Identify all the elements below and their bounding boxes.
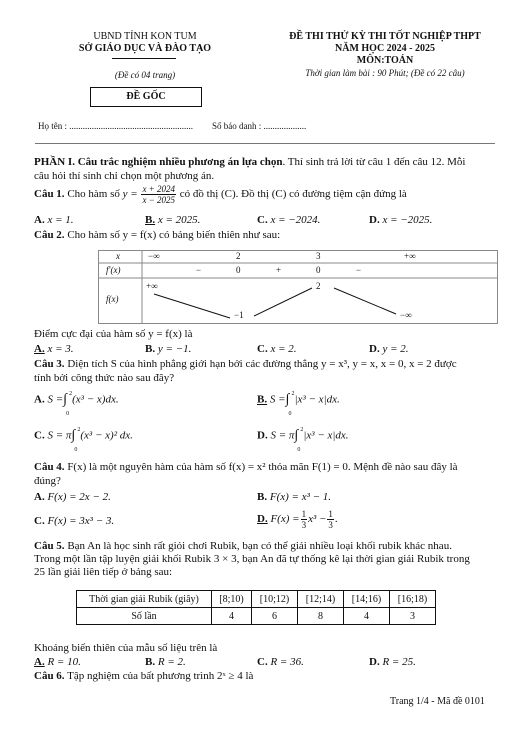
q5-c-text: R = 36. <box>270 656 304 668</box>
q4-text1: F(x) là một nguyên hàm của hàm số f(x) = x² thỏa mãn F(1) = 0. Mệnh đề nào sau đây là <box>67 461 458 473</box>
q2-label: Câu 2. <box>34 229 65 241</box>
q3-a-label: A. <box>34 393 45 406</box>
q3-d-body: |x³ − x|dx. <box>303 429 349 442</box>
q2-text: Cho hàm số y = f(x) có bảng biến thiên như sau: <box>67 229 281 241</box>
vt-fp: f′(x) <box>106 265 121 275</box>
q3-b-lo: 0 <box>288 411 292 417</box>
q5-c-label: C. <box>257 656 268 668</box>
q4-stem-1 <box>34 461 458 473</box>
q3-b-label: B. <box>257 393 268 406</box>
vt-bottom-right: −∞ <box>400 310 412 320</box>
q4-d-d1: 3 <box>301 520 307 530</box>
q3-a-lo: 0 <box>66 411 70 417</box>
student-name: Họ tên : ....................................................... <box>38 121 193 131</box>
q1-option-d <box>369 214 432 226</box>
q3-c-pre: S = π <box>47 429 72 442</box>
q1-c-text: x = −2024. <box>270 214 321 226</box>
table-cell: Số lần <box>77 608 212 625</box>
q5-stem-1 <box>34 540 452 552</box>
variation-table-svg <box>98 250 498 324</box>
q5-option-d <box>369 656 416 668</box>
q5-option-c <box>257 656 304 668</box>
header-left-1: UBND TỈNH KON TUM <box>93 31 197 42</box>
q1-option-b <box>145 214 200 226</box>
q4-c-label: C. <box>34 515 45 527</box>
vt-s0: − <box>196 265 202 275</box>
q4-option-d <box>257 509 338 530</box>
integral-c: ∫ 2 0 <box>71 429 80 443</box>
q6-stem <box>34 670 253 682</box>
q4-a-text: F(x) = 2x − 2. <box>47 491 111 503</box>
header-right-2: NĂM HỌC 2024 - 2025 <box>335 43 435 54</box>
q3-c-lo: 0 <box>74 447 78 453</box>
q4-d-n1: 1 <box>301 509 307 519</box>
q5-label: Câu 5. <box>34 540 65 552</box>
q4-stem-2: đúng? <box>34 475 61 487</box>
integral-a: ∫ 2 0 <box>63 393 72 407</box>
q5-a-label: A. <box>34 656 45 668</box>
q4-d-frac2 <box>327 509 334 530</box>
q5-a-text: R = 10. <box>47 656 81 668</box>
q3-c-hi: 2 <box>77 427 81 433</box>
header-left-2: SỞ GIÁO DỤC VÀ ĐÀO TẠO <box>78 43 212 54</box>
q5-stem-2: Trong một lần tập luyện giải khối Rubik 3 × 3, bạn An đã tự thống kê lại thời gian giải Rubik trong <box>34 553 470 565</box>
q3-b-body: |x³ − x|dx. <box>294 393 340 406</box>
part1-title: PHẦN I. Câu trắc nghiệm nhiều phương án lựa chọn <box>34 156 283 168</box>
part1-line1 <box>34 156 465 168</box>
table-cell: 4 <box>344 608 390 625</box>
q5-d-label: D. <box>369 656 380 668</box>
q2-prompt: Điểm cực đại của hàm số y = f(x) là <box>34 328 193 340</box>
q4-c-text: F(x) = 3x³ − 3. <box>47 515 115 527</box>
q2-option-a <box>34 343 74 355</box>
q1-label: Câu 1. <box>34 188 65 201</box>
header-right-4: Thời gian làm bài : 90 Phút; (Đề có 22 câu) <box>305 68 465 78</box>
q1-d-label: D. <box>369 214 380 226</box>
q3-b-pre: S = <box>269 393 286 406</box>
q1-text1: Cho hàm số <box>67 188 120 201</box>
q5-text1: Bạn An là học sinh rất giỏi chơi Rubik, bạn có thể giải nhiều loại khối rubik khác nhau. <box>67 540 452 552</box>
q2-a-label: A. <box>34 343 45 355</box>
q1-option-c <box>257 214 320 226</box>
header-pages: (Đề có 04 trang) <box>114 70 176 80</box>
q3-stem-2: tính bởi công thức nào sau đây? <box>34 372 175 384</box>
vt-x3: +∞ <box>404 251 416 261</box>
q4-option-a <box>34 491 111 503</box>
q3-option-c <box>34 427 133 453</box>
q3-stem-1 <box>34 358 457 370</box>
q4-d-pre: F(x) = <box>270 513 300 526</box>
q1-den: x − 2025 <box>142 195 176 205</box>
vt-s3: 0 <box>316 265 321 275</box>
page-footer: Trang 1/4 - Mã đề 0101 <box>390 696 485 707</box>
q3-d-lo: 0 <box>297 447 301 453</box>
table-cell: [16;18) <box>390 591 436 608</box>
q5-option-a <box>34 656 81 668</box>
vt-f: f(x) <box>106 294 119 304</box>
q2-d-text: y = 2. <box>382 343 409 355</box>
vt-x1: 2 <box>236 251 241 261</box>
vt-top-mid: 2 <box>316 281 321 291</box>
q2-b-label: B. <box>145 343 156 355</box>
vt-bottom-mid: −1 <box>234 310 244 320</box>
q3-a-pre: S = <box>47 393 64 406</box>
q2-option-b <box>145 343 191 355</box>
q2-stem <box>34 229 280 241</box>
q3-label: Câu 3. <box>34 358 65 370</box>
q3-option-b <box>257 391 340 417</box>
q2-a-text: x = 3. <box>47 343 74 355</box>
part1-intro1: . Thí sinh trả lời từ câu 1 đến câu 12. Mỗi <box>282 156 466 168</box>
table-cell: 8 <box>298 608 344 625</box>
q3-d-pre: S = π <box>270 429 295 442</box>
variation-table <box>98 250 498 324</box>
q2-option-c <box>257 343 297 355</box>
q5-stem-3: 25 lần giải liên tiếp ở bảng sau: <box>34 566 173 578</box>
integral-b: ∫ 2 0 <box>286 393 295 407</box>
q5-d-text: R = 25. <box>382 656 416 668</box>
header-box: ĐỀ GỐC <box>90 87 202 107</box>
q3-a-body: (x³ − x)dx. <box>72 393 119 406</box>
q1-c-label: C. <box>257 214 268 226</box>
table-cell: 4 <box>212 608 252 625</box>
vt-x2: 3 <box>316 251 321 261</box>
q4-d-end: . <box>334 513 338 526</box>
q5-prompt: Khoảng biến thiên của mẫu số liệu trên là <box>34 642 218 654</box>
q4-d-n2: 1 <box>328 509 333 519</box>
q2-c-text: x = 2. <box>270 343 297 355</box>
vt-x0: −∞ <box>148 251 160 261</box>
q4-d-frac1 <box>301 509 308 530</box>
header-right-1: ĐỀ THI THỬ KỲ THI TỐT NGHIỆP THPT <box>289 31 481 42</box>
q1-stem <box>34 184 407 205</box>
q3-b-hi: 2 <box>291 391 295 397</box>
q5-option-b <box>145 656 186 668</box>
q1-d-text: x = −2025. <box>382 214 433 226</box>
table-cell: 3 <box>390 608 436 625</box>
vt-x: x <box>116 251 120 261</box>
separator <box>35 143 495 144</box>
q5-b-text: R = 2. <box>157 656 186 668</box>
integral-d: ∫ 2 0 <box>294 429 303 443</box>
q1-a-label: A. <box>34 214 45 226</box>
q1-a-text: x = 1. <box>47 214 74 226</box>
vt-s1: 0 <box>236 265 241 275</box>
student-sbd: Số báo danh : ................... <box>212 121 307 131</box>
q4-d-label: D. <box>257 513 268 526</box>
q3-option-a <box>34 391 119 417</box>
q3-option-d <box>257 427 349 453</box>
q2-b-text: y = −1. <box>157 343 192 355</box>
q3-d-label: D. <box>257 429 268 442</box>
table-cell: [14;16) <box>344 591 390 608</box>
q6-label: Câu 6. <box>34 670 65 682</box>
q2-d-label: D. <box>369 343 380 355</box>
q1-fraction <box>141 184 176 205</box>
vt-top-left: +∞ <box>146 281 158 291</box>
q3-a-hi: 2 <box>69 391 73 397</box>
table-row <box>77 591 436 608</box>
q4-b-text: F(x) = x³ − 1. <box>269 491 332 503</box>
q1-num: x + 2024 <box>142 184 176 194</box>
q3-c-label: C. <box>34 429 45 442</box>
q4-a-label: A. <box>34 491 45 503</box>
q1-option-a <box>34 214 74 226</box>
table-cell: [12;14) <box>298 591 344 608</box>
part1-intro2: câu hỏi thí sinh chỉ chọn một phương án. <box>34 170 215 182</box>
q4-option-b <box>257 491 331 503</box>
q4-d-d2: 3 <box>328 520 333 530</box>
q4-b-label: B. <box>257 491 268 503</box>
table-row <box>77 608 436 625</box>
table-cell: 6 <box>252 608 298 625</box>
q6-text: Tập nghiệm của bất phương trình 2ˣ ≥ 4 là <box>67 670 254 682</box>
vt-s2: + <box>276 265 282 275</box>
header-right-3: MÔN:TOÁN <box>356 55 414 66</box>
q1-b-label: B. <box>145 214 156 226</box>
q2-option-d <box>369 343 409 355</box>
q5-b-label: B. <box>145 656 156 668</box>
table-cell: [8;10) <box>212 591 252 608</box>
q3-text1: Diện tích S của hình phẳng giới hạn bởi các đường thẳng y = x³, y = x, x = 0, x = 2 được <box>67 358 457 370</box>
q2-c-label: C. <box>257 343 268 355</box>
header-left-rule <box>112 58 176 59</box>
q4-label: Câu 4. <box>34 461 65 473</box>
q4-d-mid: x³ − <box>308 513 327 526</box>
vt-s4: − <box>356 265 362 275</box>
q1-text2: có đồ thị (C). Đồ thị (C) có đường tiệm cận đứng là <box>179 188 407 201</box>
q3-c-body: (x³ − x)² dx. <box>80 429 133 442</box>
rubik-table <box>76 590 436 625</box>
q1-y: y = <box>122 188 138 201</box>
table-cell: [10;12) <box>252 591 298 608</box>
q1-b-text: x = 2025. <box>157 214 201 226</box>
q4-option-c <box>34 515 114 527</box>
table-cell: Thời gian giải Rubik (giây) <box>77 591 212 608</box>
q3-d-hi: 2 <box>300 427 304 433</box>
